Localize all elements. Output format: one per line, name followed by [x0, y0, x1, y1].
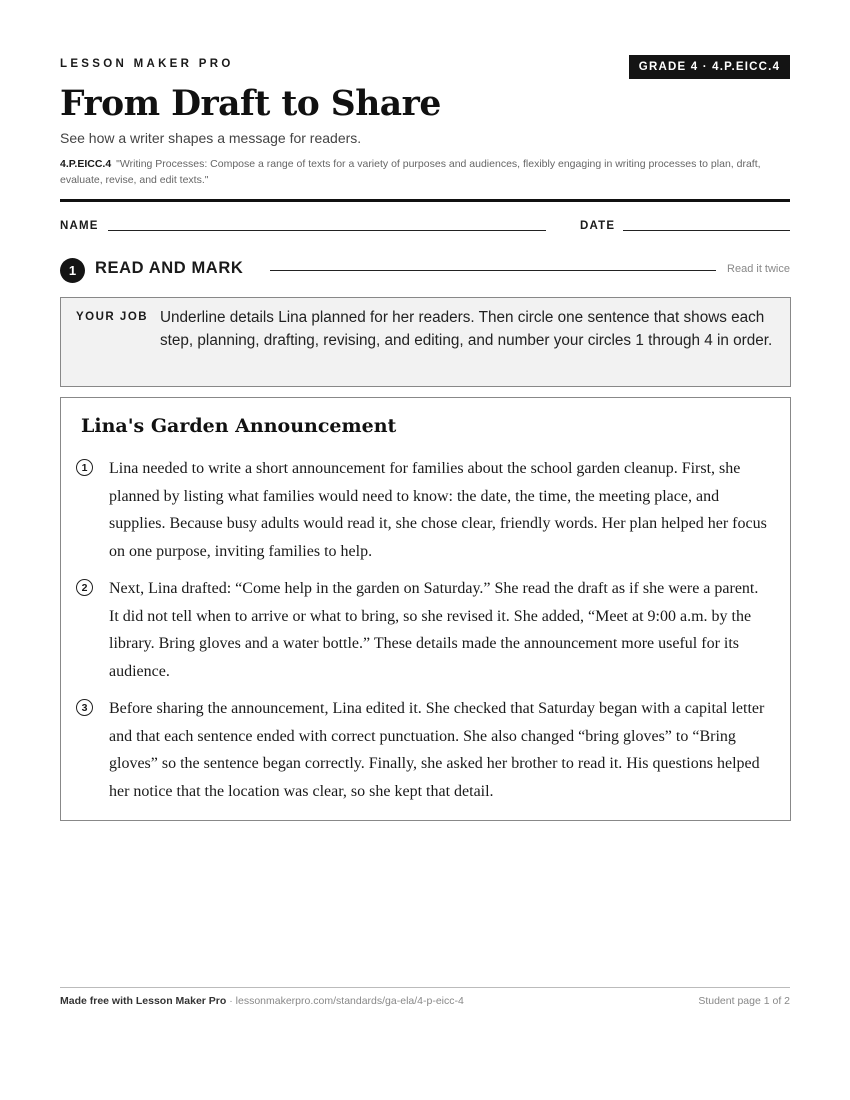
footer-divider	[60, 987, 790, 988]
instructions-label: YOUR JOB	[76, 311, 149, 323]
section-note: Read it twice	[727, 263, 790, 275]
page-number: Student page 1 of 2	[698, 995, 790, 1007]
standard-text: "Writing Processes: Compose a range of texts for a variety of purposes and audiences, flexibly engaging in writing processes to plan, draft, evaluate, revise, and edit texts."	[60, 158, 761, 186]
grade-badge: GRADE 4 · 4.P.EICC.4	[629, 55, 790, 79]
reading-passage	[60, 397, 791, 821]
paragraph-number: 2	[76, 579, 93, 596]
paragraph-number: 3	[76, 699, 93, 716]
section-divider	[270, 270, 716, 271]
name-field[interactable]	[108, 230, 546, 231]
instructions-box	[60, 297, 791, 387]
header-divider	[60, 199, 790, 202]
paragraph-text[interactable]: Before sharing the announcement, Lina edited it. She checked that Saturday began with a capital letter and that each sentence ended with correct punctuation. She also changed “bring gloves” to “Bring gloves” so the sentence began correctly. Finally, she asked her brother to read it. His questions helped her notice that the location was clear, so she kept that detail.	[109, 700, 765, 800]
passage-title: Lina's Garden Announcement	[81, 415, 397, 437]
paragraph-number: 1	[76, 459, 93, 476]
page-subtitle: See how a writer shapes a message for readers.	[60, 130, 362, 146]
footer-made-with: Made free with Lesson Maker Pro	[60, 995, 227, 1007]
name-label: NAME	[60, 220, 99, 232]
brand-name: LESSON MAKER PRO	[60, 58, 234, 70]
page-title: From Draft to Share	[60, 84, 441, 124]
standard-description	[60, 156, 795, 188]
footer-url-link[interactable]: lessonmakerpro.com/standards/ga-ela/4-p-eicc-4	[235, 995, 464, 1007]
section-title: READ AND MARK	[95, 259, 244, 277]
date-field[interactable]	[623, 230, 790, 231]
date-label: DATE	[580, 220, 616, 232]
standard-code: 4.P.EICC.4	[60, 158, 112, 170]
section-number-badge: 1	[60, 258, 85, 283]
paragraph-text[interactable]: Next, Lina drafted: “Come help in the garden on Saturday.” She read the draft as if she were a parent. It did not tell when to arrive or what to bring, so she revised it. She added, “Meet at 9:00 a.m. by the library. Bring gloves and a water bottle.” These details made the announcement more useful for its audience.	[109, 580, 759, 680]
instructions-text: Underline details Lina planned for her readers. Then circle one sentence that shows each step, planning, drafting, revising, and editing, and number your circles 1 through 4 in order.	[160, 309, 773, 349]
footer-separator: ·	[226, 995, 236, 1007]
paragraph-text[interactable]: Lina needed to write a short announcement for families about the school garden cleanup. First, she planned by listing what families would need to know: the date, the time, the meeting place, and supplies. Because busy adults would read it, she chose clear, friendly words. Her plan helped her focus on one purpose, inviting families to help.	[109, 460, 767, 560]
footer-credit	[60, 995, 464, 1007]
